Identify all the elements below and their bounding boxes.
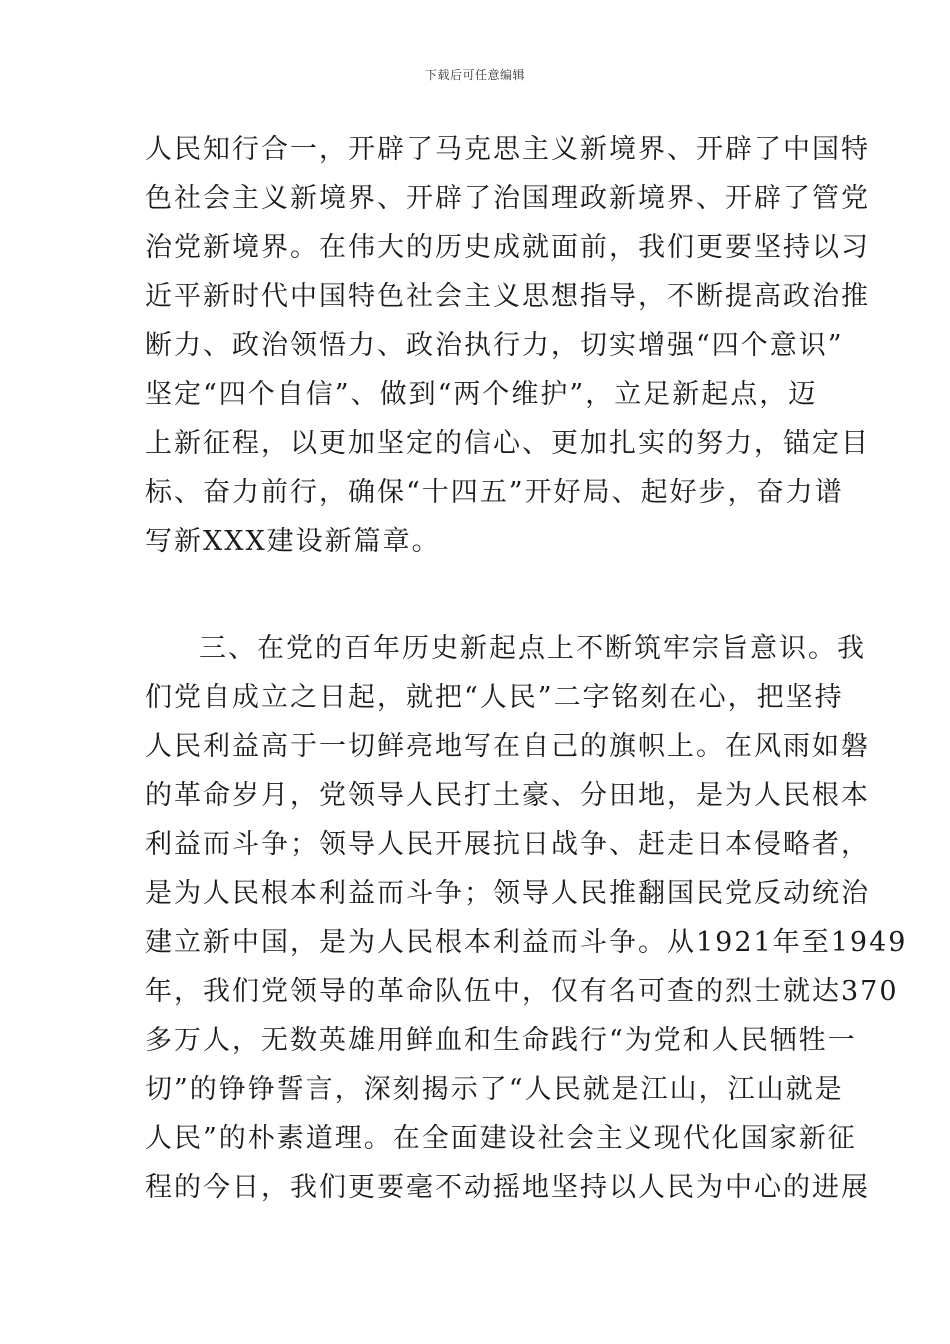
- text-line: 人民利益高于一切鲜亮地写在自己的旗帜上。在风雨如磐: [145, 731, 870, 762]
- text-line: 上新征程，以更加坚定的信心、更加扎实的努力，锚定目: [145, 428, 870, 459]
- text-line: 三、在党的百年历史新起点上不断筑牢宗旨意识。我: [199, 633, 866, 664]
- text-line: 利益而斗争；领导人民开展抗日战争、赶走日本侵略者，: [145, 829, 870, 860]
- paragraph-2: [145, 624, 908, 1212]
- text-line: 人民知行合一，开辟了马克思主义新境界、开辟了中国特: [145, 134, 870, 165]
- text-line: 色社会主义新境界、开辟了治国理政新境界、开辟了管党: [145, 183, 870, 214]
- text-line: 标、奋力前行，确保“十四五”开好局、起好步，奋力谱: [145, 477, 844, 508]
- header-note: 下载后可任意编辑: [424, 68, 525, 82]
- text-line: 程的今日，我们更要毫不动摇地坚持以人民为中心的进展: [145, 1172, 870, 1203]
- text-line: 写新XXX建设新篇章。: [145, 526, 441, 557]
- text-line: 治党新境界。在伟大的历史成就面前，我们更要坚持以习: [145, 232, 870, 263]
- text-line: 是为人民根本利益而斗争；领导人民推翻国民党反动统治: [145, 878, 870, 909]
- text-line: 多万人，无数英雄用鲜血和生命践行“为党和人民牺牲一: [145, 1025, 857, 1056]
- text-line: 切”的铮铮誓言，深刻揭示了“人民就是江山，江山就是: [145, 1074, 844, 1105]
- text-line: 人民”的朴素道理。在全面建设社会主义现代化国家新征: [145, 1123, 857, 1154]
- text-line: 建立新中国，是为人民根本利益而斗争。从1921年至1949: [145, 927, 908, 958]
- text-line: 年，我们党领导的革命队伍中，仅有名可查的烈士就达370: [145, 976, 899, 1007]
- text-line: 的革命岁月，党领导人民打土豪、分田地，是为人民根本: [145, 780, 870, 811]
- text-line: 坚定“四个自信”、做到“两个维护”，立足新起点，迈: [145, 379, 818, 410]
- text-line: 近平新时代中国特色社会主义思想指导，不断提高政治推: [145, 281, 870, 312]
- text-line: 们党自成立之日起，就把“人民”二字铭刻在心，把坚持: [145, 682, 844, 713]
- text-line: 断力、政治领悟力、政治执行力，切实增强“四个意识”: [145, 330, 844, 361]
- paragraph-1: [145, 125, 870, 566]
